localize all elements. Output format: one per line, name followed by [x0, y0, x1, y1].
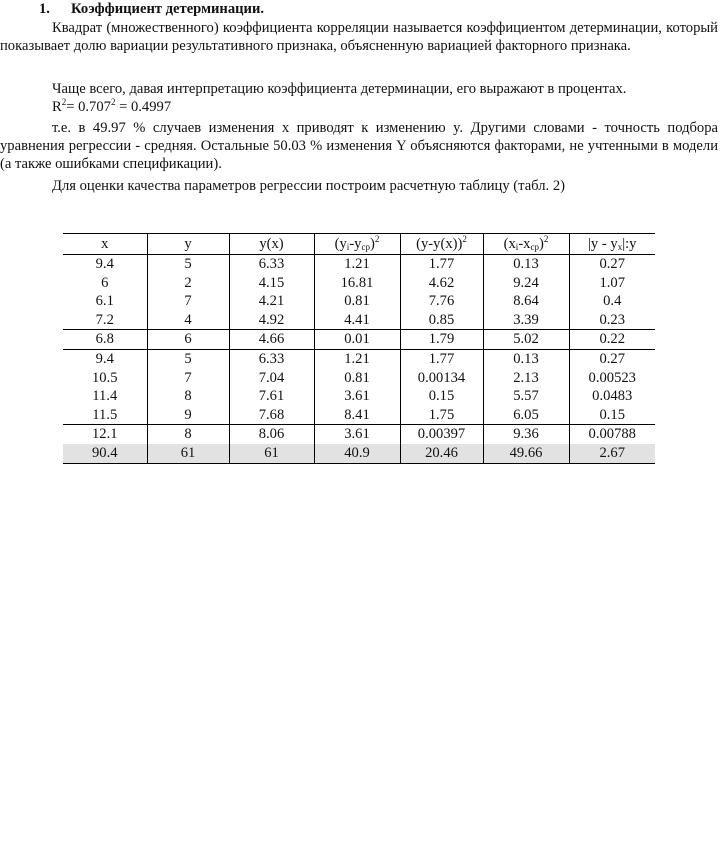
- header-yx: y(x): [229, 234, 314, 255]
- table-cell: 0.27: [569, 255, 655, 274]
- table-cell: 16.81: [314, 274, 400, 293]
- table-cell: 0.00523: [569, 369, 655, 388]
- total-cell: 61: [147, 444, 229, 463]
- table-row: [63, 425, 655, 444]
- table-cell: 2.13: [483, 369, 569, 388]
- table-row: [63, 311, 655, 330]
- table-row: [63, 406, 655, 425]
- table-cell: 4.41: [314, 311, 400, 330]
- table-cell: 4.62: [400, 274, 483, 293]
- paragraph-definition: Квадрат (множественного) коэффициента корреляции называется коэффициентом детерминации, который показывает долю вариации результативного признака, объясненную вариацией факторного признака.: [0, 20, 718, 54]
- table-cell: 0.15: [569, 406, 655, 425]
- table-cell: 1.77: [400, 255, 483, 274]
- table-cell: 5: [147, 349, 229, 368]
- section-number: 1.: [39, 1, 50, 17]
- table-cell: 8: [147, 387, 229, 406]
- table-cell: 1.21: [314, 255, 400, 274]
- regression-table: [63, 233, 655, 464]
- table-row: [63, 292, 655, 311]
- table-cell: 0.00397: [400, 425, 483, 444]
- table-cell: 0.0483: [569, 387, 655, 406]
- paragraph-table-intro: Для оценки качества параметров регрессии построим расчетную таблицу (табл. 2): [52, 178, 565, 194]
- table-cell: 7.61: [229, 387, 314, 406]
- section-heading: [39, 1, 264, 18]
- table-cell: 7.76: [400, 292, 483, 311]
- table-cell: 0.00134: [400, 369, 483, 388]
- table-cell: 0.13: [483, 255, 569, 274]
- table-cell: 11.5: [92, 406, 118, 423]
- table-row: [63, 349, 655, 368]
- section-title: Коэффициент детерминации.: [71, 1, 265, 17]
- table-cell: 4: [147, 311, 229, 330]
- table-cell: 5.57: [483, 387, 569, 406]
- table-cell: 1.75: [400, 406, 483, 425]
- table-cell: 9.36: [483, 425, 569, 444]
- table-cell: 7: [147, 369, 229, 388]
- table-cell: 7.2: [95, 311, 114, 328]
- table-cell: 0.4: [569, 292, 655, 311]
- table-cell: 9.4: [95, 256, 114, 272]
- table-cell: 7.68: [229, 406, 314, 425]
- total-cell: 90.4: [63, 444, 147, 463]
- table-cell: 6: [147, 330, 229, 350]
- total-cell: 20.46: [400, 444, 483, 463]
- table-cell: 3.61: [314, 387, 400, 406]
- total-cell: 61: [229, 444, 314, 463]
- table-cell: 7.04: [229, 369, 314, 388]
- table-cell: 0.81: [314, 292, 400, 311]
- table-cell: 0.15: [400, 387, 483, 406]
- table-row: [63, 255, 655, 274]
- table-cell: 4.21: [229, 292, 314, 311]
- table-cell: 9: [147, 406, 229, 425]
- table-cell: 1.21: [314, 349, 400, 368]
- table-cell: 6.05: [483, 406, 569, 425]
- table-cell: 0.27: [569, 349, 655, 368]
- paragraph-interpretation: Чаще всего, давая интерпретацию коэффициента детерминации, его выражают в процентах.: [52, 81, 627, 97]
- table-cell: 0.01: [314, 330, 400, 350]
- table-cell: 6.8: [63, 330, 147, 350]
- table-cell: 11.4: [92, 388, 118, 405]
- table-row: [63, 274, 655, 293]
- table-row: [63, 330, 655, 350]
- table-cell: 3.39: [483, 311, 569, 330]
- table-cell: 0.23: [569, 311, 655, 330]
- formula-r-squared: $R^2= 0.707^2 = 0.4997$: [52, 97, 172, 115]
- table-cell: 8: [147, 425, 229, 444]
- table-cell: 0.81: [314, 369, 400, 388]
- header-x: x: [63, 234, 147, 255]
- table-cell: 0.85: [400, 311, 483, 330]
- table-cell: 0.00788: [569, 425, 655, 444]
- table-cell: 6: [101, 274, 109, 291]
- table-cell: 4.92: [229, 311, 314, 330]
- table-total-row: [63, 444, 655, 463]
- table-cell: 12.1: [63, 425, 147, 444]
- table-cell: 9.24: [483, 274, 569, 293]
- table-cell: 8.41: [314, 406, 400, 425]
- table-cell: 6.33: [229, 255, 314, 274]
- table-cell: 5: [147, 255, 229, 274]
- table-cell: 10.5: [91, 369, 118, 386]
- table-cell: 7: [147, 292, 229, 311]
- header-residual-squared: $(y-y(x))^2$: [400, 234, 483, 255]
- table-cell: 0.13: [483, 349, 569, 368]
- total-cell: 49.66: [483, 444, 569, 463]
- table-cell: 2: [147, 274, 229, 293]
- paragraph-conclusion: т.е. в 49.97 % случаев изменения х приводят к изменению y. Другими словами - точность подбора уравнения регрессии - средняя. Остальные 50.03 % изменения Y объясняются факторами, не учтенными в модели (а также ошибками спецификации).: [0, 120, 718, 172]
- total-cell: 40.9: [314, 444, 400, 463]
- table-cell: 3.61: [314, 425, 400, 444]
- header-xi-xcp-squared: $(x_i-x_{cp})^2$: [483, 234, 569, 255]
- total-cell: 2.67: [569, 444, 655, 463]
- table-cell: 1.77: [400, 349, 483, 368]
- table-row: [63, 387, 655, 406]
- table-cell: 8.06: [229, 425, 314, 444]
- table-row: [63, 369, 655, 388]
- header-y: y: [147, 234, 229, 255]
- header-yi-ycp-squared: $(y_i-y_{cp})^2$: [314, 234, 400, 255]
- header-relative-error: $|y - y_x|:y$: [569, 234, 655, 255]
- table-cell: 1.79: [400, 330, 483, 350]
- table-cell: 8.64: [483, 292, 569, 311]
- table-cell: 6.1: [95, 293, 114, 310]
- table-cell: 0.22: [569, 330, 655, 350]
- table-cell: 9.4: [63, 349, 147, 368]
- table-cell: 1.07: [569, 274, 655, 293]
- table-cell: 4.66: [229, 330, 314, 350]
- table-cell: 4.15: [229, 274, 314, 293]
- table-cell: 5.02: [483, 330, 569, 350]
- table-header-row: [63, 234, 655, 255]
- table-cell: 6.33: [229, 349, 314, 368]
